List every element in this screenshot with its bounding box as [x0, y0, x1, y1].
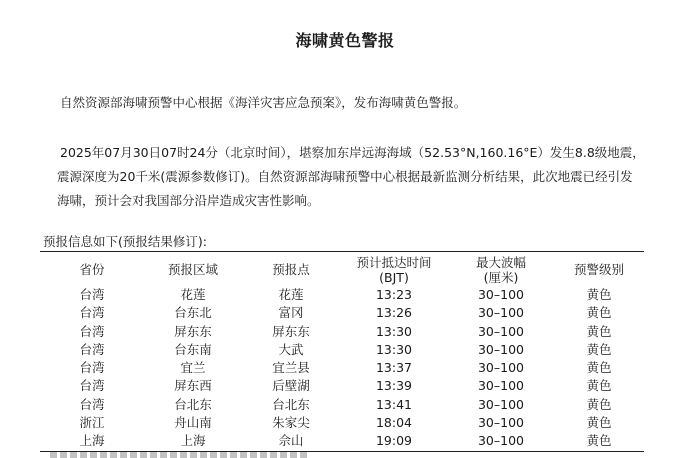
- cell-level: 黄色: [586, 378, 612, 394]
- table-row: [40, 396, 644, 414]
- event-paragraph-line: 2025年07月30日07时24分（北京时间），堪察加东岸远海海域（52.53°N,160.16°E）发生8.8级地震，: [60, 145, 645, 160]
- cell-region: 台东南: [174, 341, 212, 357]
- cell-arrival: 13:41: [375, 396, 413, 412]
- cell-province: 台湾: [79, 323, 105, 339]
- cell-region: 屏东东: [174, 323, 212, 339]
- cell-region: 花莲: [180, 287, 206, 302]
- table-row: [40, 414, 644, 432]
- cell-arrival: 13:30: [375, 341, 413, 357]
- cell-wave: 30–100: [477, 360, 524, 376]
- forecast-label: 预报信息如下(预报结果修订):: [43, 234, 207, 249]
- cell-level: 黄色: [586, 305, 612, 321]
- header-arrival-line2: (BJT): [379, 269, 409, 285]
- header-arrival: [340, 253, 448, 286]
- cell-region: 上海: [180, 433, 206, 449]
- cell-wave: 30–100: [477, 323, 524, 339]
- cell-province: 上海: [79, 433, 105, 449]
- header-wave: [448, 253, 554, 286]
- header-level: 预警级别: [573, 262, 624, 277]
- cell-wave: 30–100: [477, 341, 524, 357]
- header-region: 预报区域: [167, 262, 218, 277]
- cell-level: 黄色: [586, 433, 612, 449]
- table-row: [40, 359, 644, 377]
- event-paragraph-line: 海啸，预计会对我国部分沿岸造成灾害性影响。: [57, 193, 320, 208]
- cell-level: 黄色: [586, 341, 612, 357]
- cell-arrival: 19:09: [375, 433, 413, 449]
- cell-point: 朱家尖: [272, 415, 310, 431]
- cell-arrival: 13:30: [375, 323, 413, 339]
- cell-province: 台湾: [79, 305, 105, 321]
- cell-point: 花莲: [278, 287, 304, 302]
- header-wave-line2: (厘米): [483, 269, 519, 285]
- table-row: [40, 432, 644, 450]
- document-title: 海啸黄色警报: [295, 31, 395, 50]
- cell-wave: 30–100: [477, 305, 524, 321]
- table-row: [40, 377, 644, 395]
- forecast-table: [40, 253, 644, 451]
- header-point: 预报点: [272, 262, 310, 277]
- cell-wave: 30–100: [477, 415, 524, 431]
- cell-wave: 30–100: [477, 433, 524, 449]
- table-top-rule: [40, 251, 644, 252]
- table-header-row: [40, 253, 644, 286]
- cell-arrival: 13:26: [375, 305, 413, 321]
- cell-point: 后壁湖: [272, 378, 310, 394]
- cell-province: 台湾: [79, 396, 105, 412]
- table-row: [40, 286, 644, 304]
- cell-region: 舟山南: [174, 415, 212, 431]
- header-province: 省份: [79, 262, 105, 277]
- cell-arrival: 13:37: [375, 360, 413, 376]
- event-paragraph-line: 震源深度为20千米(震源参数修订)。自然资源部海啸预警中心根据最新监测分析结果，此次地震已经引发: [57, 169, 633, 184]
- cell-province: 台湾: [79, 287, 105, 302]
- cell-point: 佘山: [278, 433, 304, 449]
- cell-point: 台北东: [272, 396, 310, 412]
- event-paragraph: [57, 141, 660, 213]
- cell-arrival: 18:04: [375, 415, 413, 431]
- intro-paragraph: 自然资源部海啸预警中心根据《海洋灾害应急预案》，发布海啸黄色警报。: [60, 95, 467, 110]
- table-row: [40, 323, 644, 341]
- cell-level: 黄色: [586, 287, 612, 302]
- cell-region: 宜兰: [180, 360, 206, 376]
- table-row: [40, 304, 644, 322]
- cell-province: 台湾: [79, 341, 105, 357]
- table-row: [40, 341, 644, 359]
- cell-arrival: 13:39: [375, 378, 413, 394]
- header-arrival-line1: 预计抵达时间: [356, 254, 432, 270]
- cell-wave: 30–100: [477, 378, 524, 394]
- cell-level: 黄色: [586, 396, 612, 412]
- cell-point: 宜兰县: [272, 360, 310, 376]
- cell-province: 浙江: [79, 415, 105, 431]
- cell-level: 黄色: [586, 415, 612, 431]
- cropped-text-fragment: [50, 452, 310, 458]
- cell-wave: 30–100: [477, 287, 524, 302]
- cell-arrival: 13:23: [375, 287, 413, 302]
- cell-region: 台北东: [174, 396, 212, 412]
- cell-point: 富冈: [278, 305, 304, 321]
- cell-province: 台湾: [79, 360, 105, 376]
- cell-level: 黄色: [586, 360, 612, 376]
- cell-province: 台湾: [79, 378, 105, 394]
- cell-region: 屏东西: [174, 378, 212, 394]
- cell-wave: 30–100: [477, 396, 524, 412]
- cell-region: 台东北: [174, 305, 212, 321]
- cell-point: 大武: [278, 341, 304, 357]
- cell-level: 黄色: [586, 323, 612, 339]
- header-wave-line1: 最大波幅: [475, 254, 526, 270]
- cell-point: 屏东东: [272, 323, 310, 339]
